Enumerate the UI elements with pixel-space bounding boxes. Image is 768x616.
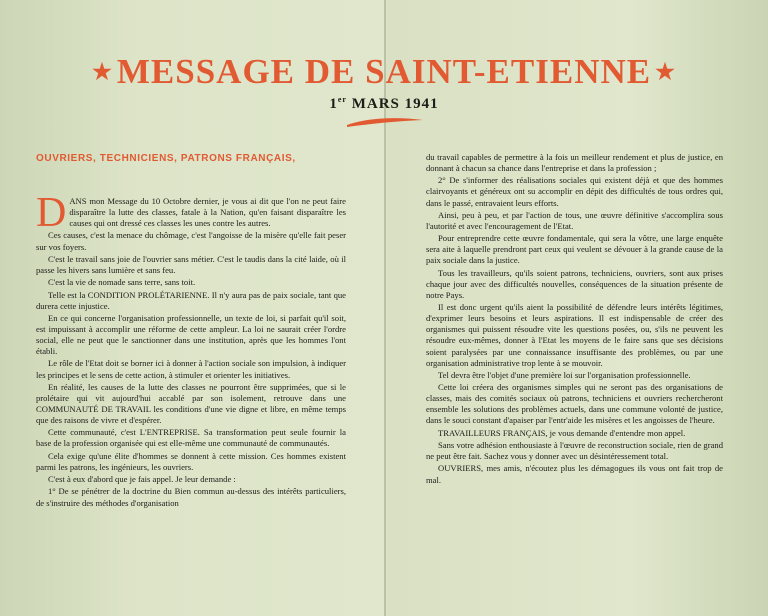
paragraph: Ainsi, peu à peu, et par l'action de tous, une œuvre définitive s'accomplira sous l'autorité et avec l'encouragement de l'Etat. <box>426 209 723 231</box>
paragraph: En réalité, les causes de la lutte des classes ne pourront être supprimées, que si le prolétaire qui vit aujourd'hui accablé par son isolement, retrouve dans une COMMUNAUTÉ DE TRAVAIL les conditions d'une vie digne et libre, en même temps que des raisons de vivre et d'espérer. <box>36 381 346 426</box>
paragraph: Sans votre adhésion enthousiaste à l'œuvre de reconstruction sociale, rien de grand ne peut être fait. Sachez vous y donner avec un désintéressement total. <box>426 440 723 462</box>
paragraph: C'est la vie de nomade sans terre, sans toit. <box>48 277 196 288</box>
date-line <box>0 95 768 113</box>
star-icon-right: ★ <box>655 59 676 84</box>
paragraph: 1° De se pénétrer de la doctrine du Bien commun au-dessus des intérêts particuliers, de s'instruire des méthodes d'organisation <box>36 486 346 508</box>
paragraph: En ce qui concerne l'organisation professionnelle, un texte de loi, si parfait qu'il soit, est impuissant à accomplir une réforme de cette ampleur. La loi ne saurait créer l'ordre social, elle ne peut que le sanctionner dans une institution, après que les hommes l'ont établi. <box>36 312 346 357</box>
date-rest: MARS 1941 <box>346 96 439 112</box>
paragraph: Pour entreprendre cette œuvre fondamentale, qui sera la vôtre, une large enquête sera aite à laquelle prendront part ceux qui veulent se dévouer à la grande cause de la paix sociale dans la justice. <box>426 233 723 266</box>
paragraph: Le rôle de l'Etat doit se borner ici à donner à l'action sociale son impulsion, à indiquer les principes et le sens de cette action, à stimuler et orienter les initiatives. <box>36 358 346 380</box>
paragraph: Telle est la CONDITION PROLÉTARIENNE. Il n'y aura pas de paix sociale, tant que durera cette injustice. <box>36 289 346 311</box>
swash-ornament <box>345 115 425 129</box>
page-fold <box>384 0 386 616</box>
drop-cap: D <box>36 190 67 236</box>
paragraph-text: ANS mon Message du 10 Octobre dernier, je vous ai dit que l'on ne peut faire disparaître la lutte des classes, fatale à la Nation, qu'en faisant disparaître les causes qui ont dressé ces classes les unes contre les autres. <box>69 196 346 229</box>
paragraph: Cette communauté, c'est L'ENTREPRISE. Sa transformation peut seule fournir la base de la profession organisée qui est elle-même une communauté de communautés. <box>36 427 346 449</box>
left-column <box>36 190 346 510</box>
paragraph: C'est le travail sans joie de l'ouvrier sans métier. C'est le taudis dans la cité laide, où il passe les hivers sans lumière et sans feu. <box>36 253 346 275</box>
date-day: 1 <box>329 96 338 112</box>
paragraph: Cela exige qu'une élite d'hommes se donnent à cette mission. Ces hommes existent parmi les patrons, les ingénieurs, les ouvriers. <box>36 450 346 472</box>
paragraph: C'est à eux d'abord que je fais appel. Je leur demande : <box>48 474 236 485</box>
paragraph: Ces causes, c'est la menace du chômage, c'est l'angoisse de la misère qu'elle fait peser sur vos foyers. <box>36 230 346 252</box>
salutation: OUVRIERS, TECHNICIENS, PATRONS FRANÇAIS, <box>36 153 296 164</box>
paragraph: Tel devra être l'objet d'une première loi sur l'organisation professionnelle. <box>438 369 691 380</box>
paragraph: TRAVAILLEURS FRANÇAIS, je vous demande d'entendre mon appel. <box>438 427 686 438</box>
date-suffix: er <box>337 95 347 104</box>
paragraph: Il est donc urgent qu'ils aient la possibilité de défendre leurs intérêts légitimes, d'exprimer leurs besoins et leurs aspirations. Il est indispensable de créer des organismes qui puissent résoudre vite les questions posées, ou, s'ils ne peuvent les résoudre eux-mêmes, donner à l'Etat les moyens de le faire sans que ses décisions soient paralysées par une connaissance insuffisante des problèmes, ou par une organisation administrative trop lente à se mouvoir. <box>426 302 723 368</box>
right-column <box>426 152 723 487</box>
title-text: MESSAGE DE SAINT-ETIENNE <box>116 52 652 91</box>
paragraph: du travail capables de permettre à la fois un meilleur rendement et plus de justice, en donnant à chacun sa chance dans l'entreprise et dans la profession ; <box>426 152 723 174</box>
star-icon-left: ★ <box>92 59 113 84</box>
paragraph: Cette loi créera des organismes simples qui ne seront pas des organisations de classes, mais des comités sociaux où patrons, techniciens et ouvriers rechercheront ensemble les solutions des problèmes actuels, dans une commune volonté de justice, dans le souci constant d'apaiser par l'entr'aide les misères et les angoisses de l'heure. <box>426 382 723 426</box>
paragraph <box>36 190 346 236</box>
page-title <box>0 52 768 92</box>
paragraph: OUVRIERS, mes amis, n'écoutez plus les démagogues ils vous ont fait trop de mal. <box>426 463 723 485</box>
paragraph: Tous les travailleurs, qu'ils soient patrons, techniciens, ouvriers, sont aux prises chaque jour avec des difficultés nouvelles, conséquences de la situation présente de notre Pays. <box>426 267 723 300</box>
paragraph: 2° De s'informer des réalisations sociales qui existent déjà et que des hommes clairvoyants et généreux ont su accomplir en dépit des difficultés de tous ordres qui, dans le passé, entravaient leurs efforts. <box>426 175 723 208</box>
